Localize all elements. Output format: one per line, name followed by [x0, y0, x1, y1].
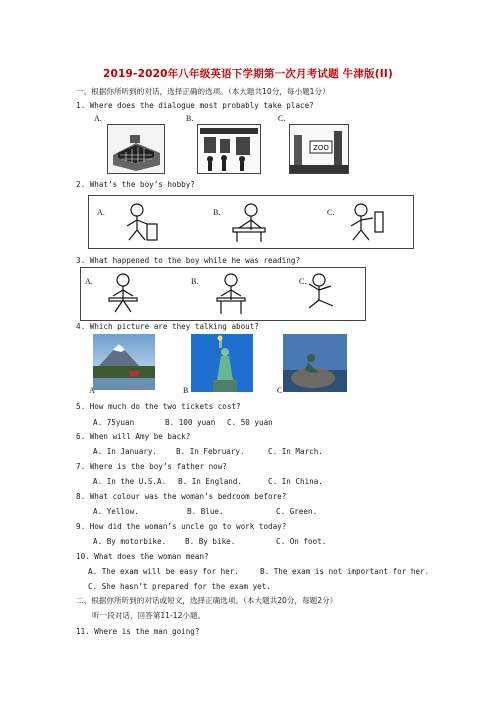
q4-photo-a-mountain [93, 334, 155, 390]
q3-label-c: C. [299, 277, 307, 286]
question-6: 6. When will Amy be back? [76, 432, 191, 441]
q7-option-b: B. In England. [178, 477, 243, 486]
question-5: 5. How much do the two tickets cost? [76, 402, 241, 411]
q4-label-a: A [89, 386, 95, 395]
q6-option-c: C. In March. [268, 447, 323, 456]
q2-label-c: C. [327, 208, 335, 217]
question-10: 10. What does the woman mean? [76, 552, 209, 561]
q1-picture-c-zoo [289, 124, 349, 174]
q3-label-a: A. [85, 277, 93, 286]
q1-label-a: A. [94, 114, 102, 123]
q5-option-c: C. 50 yuan [227, 418, 273, 427]
q9-option-a: A. By motorbike. [93, 537, 167, 546]
q6-option-a: A. In January. [93, 447, 158, 456]
section-1-heading: 一、根据你所听到的对话，选择正确的选项。（本大题共10分，每小题1分） [76, 87, 330, 96]
question-7: 7. Where is the boy’s father now? [76, 462, 227, 471]
q10-option-c: C. She hasn’t prepared for the exam yet. [88, 582, 271, 591]
q4-label-c: C [277, 386, 283, 395]
listening-instruction: 听一段对话，回答第11-12小题。 [92, 611, 206, 620]
q1-picture-b-station [197, 124, 261, 174]
q7-option-a: A. In the U.S.A. [93, 477, 167, 486]
q4-photo-c-mermaid [283, 334, 347, 392]
q2-label-b: B. [213, 208, 221, 217]
q5-option-a: A. 75yuan [93, 418, 135, 427]
q1-picture-a-buildings [107, 124, 165, 174]
zoo-sign-text: ZOO [313, 144, 329, 152]
question-9: 9. How did the woman’s uncle go to work today? [76, 522, 287, 531]
q6-option-b: B. In February. [176, 447, 245, 456]
q1-label-c: C. [278, 114, 286, 123]
q3-label-b: B. [191, 277, 199, 286]
question-4: 4. Which picture are they talking about? [76, 322, 259, 331]
q2-picture-strip [88, 195, 414, 249]
section-2-heading: 二、根据你所听到的对话或短文，选择正确选项。（本大题共20分，每题2分） [76, 596, 338, 605]
q5-option-b: B. 100 yuan [165, 418, 216, 427]
q4-photo-b-statue-of-liberty [191, 334, 253, 392]
question-1: 1. Where does the dialogue most probably take place? [76, 101, 314, 110]
q1-label-b: B. [186, 114, 194, 123]
q2-label-a: A. [97, 208, 105, 217]
q10-option-a: A. The exam will be easy for her. [88, 567, 239, 576]
q8-option-a: A. Yellow. [93, 507, 139, 516]
question-11: 11. Where is the man going? [76, 627, 200, 636]
q8-option-c: C. Green. [276, 507, 318, 516]
q7-option-c: C. In China. [268, 477, 323, 486]
q10-option-b: B. The exam is not important for her. [260, 567, 430, 576]
question-2: 2. What’s the boy’s hobby? [76, 180, 195, 189]
q4-label-b: B [183, 386, 189, 395]
page-title: 2019-2020年八年级英语下学期第一次月考试题 牛津版(II) [103, 68, 393, 80]
question-8: 8. What colour was the woman’s bedroom before? [76, 492, 287, 501]
q9-option-c: C. On foot. [276, 537, 327, 546]
q8-option-b: B. Blue. [187, 507, 224, 516]
q3-picture-strip [80, 267, 366, 321]
question-3: 3. What happened to the boy while he was reading? [76, 256, 301, 265]
q9-option-b: B. By bike. [185, 537, 236, 546]
